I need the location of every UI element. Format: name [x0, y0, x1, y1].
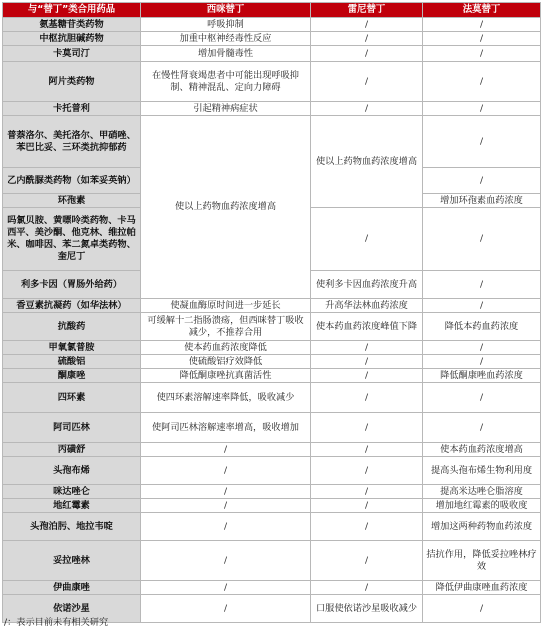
cimetidine-effect: 增加骨髓毒性: [141, 46, 311, 62]
ranitidine-effect: /: [311, 457, 423, 485]
table-row: [3, 457, 541, 485]
drug-name: 卡托普利: [3, 102, 141, 116]
famotidine-effect: 增加这两种药物血药浓度: [423, 513, 541, 541]
cimetidine-effect: 使四环素溶解速率降低，吸收减少: [141, 383, 311, 413]
famotidine-effect: 拮抗作用，降低妥拉唑林疗效: [423, 541, 541, 581]
famotidine-effect: /: [423, 355, 541, 369]
drug-name: 氨基糖苷类药物: [3, 18, 141, 32]
table-row: [3, 313, 541, 341]
table-row: [3, 541, 541, 581]
table-row: [3, 62, 541, 102]
cimetidine-effect: /: [141, 485, 311, 499]
famotidine-effect: /: [423, 62, 541, 102]
drug-name: 妥拉唑林: [3, 541, 141, 581]
drug-name: 四环素: [3, 383, 141, 413]
famotidine-effect: /: [423, 595, 541, 623]
drug-name: 阿片类药物: [3, 62, 141, 102]
drug-name: 丙磺舒: [3, 443, 141, 457]
cimetidine-effect: 呼吸抑制: [141, 18, 311, 32]
famotidine-effect: 增加环孢素血药浓度: [423, 194, 541, 208]
famotidine-effect: /: [423, 341, 541, 355]
table-row: [3, 443, 541, 457]
cimetidine-effect: 可缓解十二指肠溃疡，但西咪替丁吸收减少，不推荐合用: [141, 313, 311, 341]
drug-name: 头孢泊肟、地拉韦啶: [3, 513, 141, 541]
ranitidine-effect: /: [311, 581, 423, 595]
famotidine-effect: /: [423, 46, 541, 62]
ranitidine-effect: /: [311, 341, 423, 355]
table-row: [3, 102, 541, 116]
table-row: [3, 485, 541, 499]
cimetidine-effect: 引起精神病症状: [141, 102, 311, 116]
drug-name: 乙内酰脲类药物（如苯妥英钠）: [3, 168, 141, 194]
famotidine-effect: 提高头孢布烯生物利用度: [423, 457, 541, 485]
ranitidine-effect: 使利多卡因血药浓度升高: [311, 271, 423, 299]
drug-name: 甲氧氯普胺: [3, 341, 141, 355]
famotidine-effect: /: [423, 168, 541, 194]
drug-name: 阿司匹林: [3, 413, 141, 443]
table-row: [3, 355, 541, 369]
header-famotidine: 法莫替丁: [423, 3, 541, 18]
famotidine-effect: /: [423, 208, 541, 271]
famotidine-effect: /: [423, 299, 541, 313]
drug-name: 环孢素: [3, 194, 141, 208]
ranitidine-effect: /: [311, 62, 423, 102]
famotidine-effect: /: [423, 32, 541, 46]
cimetidine-effect: 在慢性肾衰竭患者中可能出现呼吸抑制、精神混乱、定向力障碍: [141, 62, 311, 102]
drug-name: 硫酸铝: [3, 355, 141, 369]
ranitidine-effect: 升高华法林血药浓度: [311, 299, 423, 313]
table-row: [3, 383, 541, 413]
ranitidine-effect: 使本药血药浓度峰值下降: [311, 313, 423, 341]
table-row: [3, 299, 541, 313]
famotidine-effect: /: [423, 116, 541, 168]
header-cimetidine: 西咪替丁: [141, 3, 311, 18]
drug-name: 头孢布烯: [3, 457, 141, 485]
ranitidine-effect: /: [311, 413, 423, 443]
ranitidine-effect: /: [311, 443, 423, 457]
famotidine-effect: /: [423, 271, 541, 299]
cimetidine-effect: /: [141, 457, 311, 485]
drug-name: 地红霉素: [3, 499, 141, 513]
famotidine-effect: /: [423, 18, 541, 32]
famotidine-effect: 降低酮康唑血药浓度: [423, 369, 541, 383]
table-row: [3, 341, 541, 355]
famotidine-effect: 提高米达唑仑脂溶度: [423, 485, 541, 499]
famotidine-effect: /: [423, 102, 541, 116]
cimetidine-effect: 加重中枢神经毒性反应: [141, 32, 311, 46]
cimetidine-effect: /: [141, 541, 311, 581]
drug-name: 抗酸药: [3, 313, 141, 341]
table-footnote: /：表示目前未有相关研究: [4, 617, 109, 628]
table-row: [3, 513, 541, 541]
famotidine-effect: /: [423, 413, 541, 443]
ranitidine-effect: /: [311, 369, 423, 383]
drug-name: 依诺沙星: [3, 595, 141, 623]
ranitidine-effect: /: [311, 46, 423, 62]
ranitidine-effect: /: [311, 102, 423, 116]
cimetidine-merged-effect: 使以上药物血药浓度增高: [141, 116, 311, 299]
table-row: [3, 369, 541, 383]
drug-name: 咪达唑仑: [3, 485, 141, 499]
cimetidine-effect: /: [141, 499, 311, 513]
cimetidine-effect: 使凝血酶原时间进一步延长: [141, 299, 311, 313]
ranitidine-effect: /: [311, 485, 423, 499]
drug-name: 香豆素抗凝药（如华法林）: [3, 299, 141, 313]
famotidine-effect: 降低本药血药浓度: [423, 313, 541, 341]
famotidine-effect: 降低伊曲康唑血药浓度: [423, 581, 541, 595]
cimetidine-effect: /: [141, 595, 311, 623]
ranitidine-effect: 口服使依诺沙星吸收减少: [311, 595, 423, 623]
drug-name: 普萘洛尔、美托洛尔、甲硝唑、苯巴比妥、三环类抗抑郁药: [3, 116, 141, 168]
famotidine-effect: 增加地红霉素的吸收度: [423, 499, 541, 513]
drug-name: 吗氯贝胺、黄嘌呤类药物、卡马西平、美沙酮、他克林、维拉帕米、咖啡因、苯二氮卓类药物、奎尼丁: [3, 208, 141, 271]
drug-name: 中枢抗胆碱药物: [3, 32, 141, 46]
drug-name: 伊曲康唑: [3, 581, 141, 595]
table-row: [3, 413, 541, 443]
table-row: [3, 581, 541, 595]
drug-name: 酮康唑: [3, 369, 141, 383]
header-ranitidine: 雷尼替丁: [311, 3, 423, 18]
cimetidine-effect: 使阿司匹林溶解速率增高，吸收增加: [141, 413, 311, 443]
table-row: [3, 46, 541, 62]
table-row: [3, 499, 541, 513]
famotidine-effect: 使本药血药浓度增高: [423, 443, 541, 457]
cimetidine-effect: 使本药血药浓度降低: [141, 341, 311, 355]
cimetidine-effect: /: [141, 443, 311, 457]
drug-name: 利多卡因（胃肠外给药）: [3, 271, 141, 299]
table-row: [3, 32, 541, 46]
header-row: [3, 3, 541, 18]
header-drug: 与“替丁”类合用药品: [3, 3, 141, 18]
ranitidine-effect: /: [311, 513, 423, 541]
cimetidine-effect: 降低酮康唑抗真菌活性: [141, 369, 311, 383]
cimetidine-effect: 使硫酸铝疗效降低: [141, 355, 311, 369]
drug-name: 卡莫司汀: [3, 46, 141, 62]
cimetidine-effect: /: [141, 581, 311, 595]
table-row: [3, 116, 541, 168]
drug-interaction-table: [2, 2, 541, 623]
ranitidine-effect: /: [311, 499, 423, 513]
ranitidine-effect: /: [311, 541, 423, 581]
famotidine-effect: /: [423, 383, 541, 413]
ranitidine-effect: /: [311, 355, 423, 369]
ranitidine-effect: /: [311, 32, 423, 46]
ranitidine-effect: /: [311, 18, 423, 32]
ranitidine-effect: /: [311, 383, 423, 413]
ranitidine-effect: /: [311, 208, 423, 271]
ranitidine-merged-effect: 使以上药物血药浓度增高: [311, 116, 423, 208]
table-row: [3, 18, 541, 32]
cimetidine-effect: /: [141, 513, 311, 541]
